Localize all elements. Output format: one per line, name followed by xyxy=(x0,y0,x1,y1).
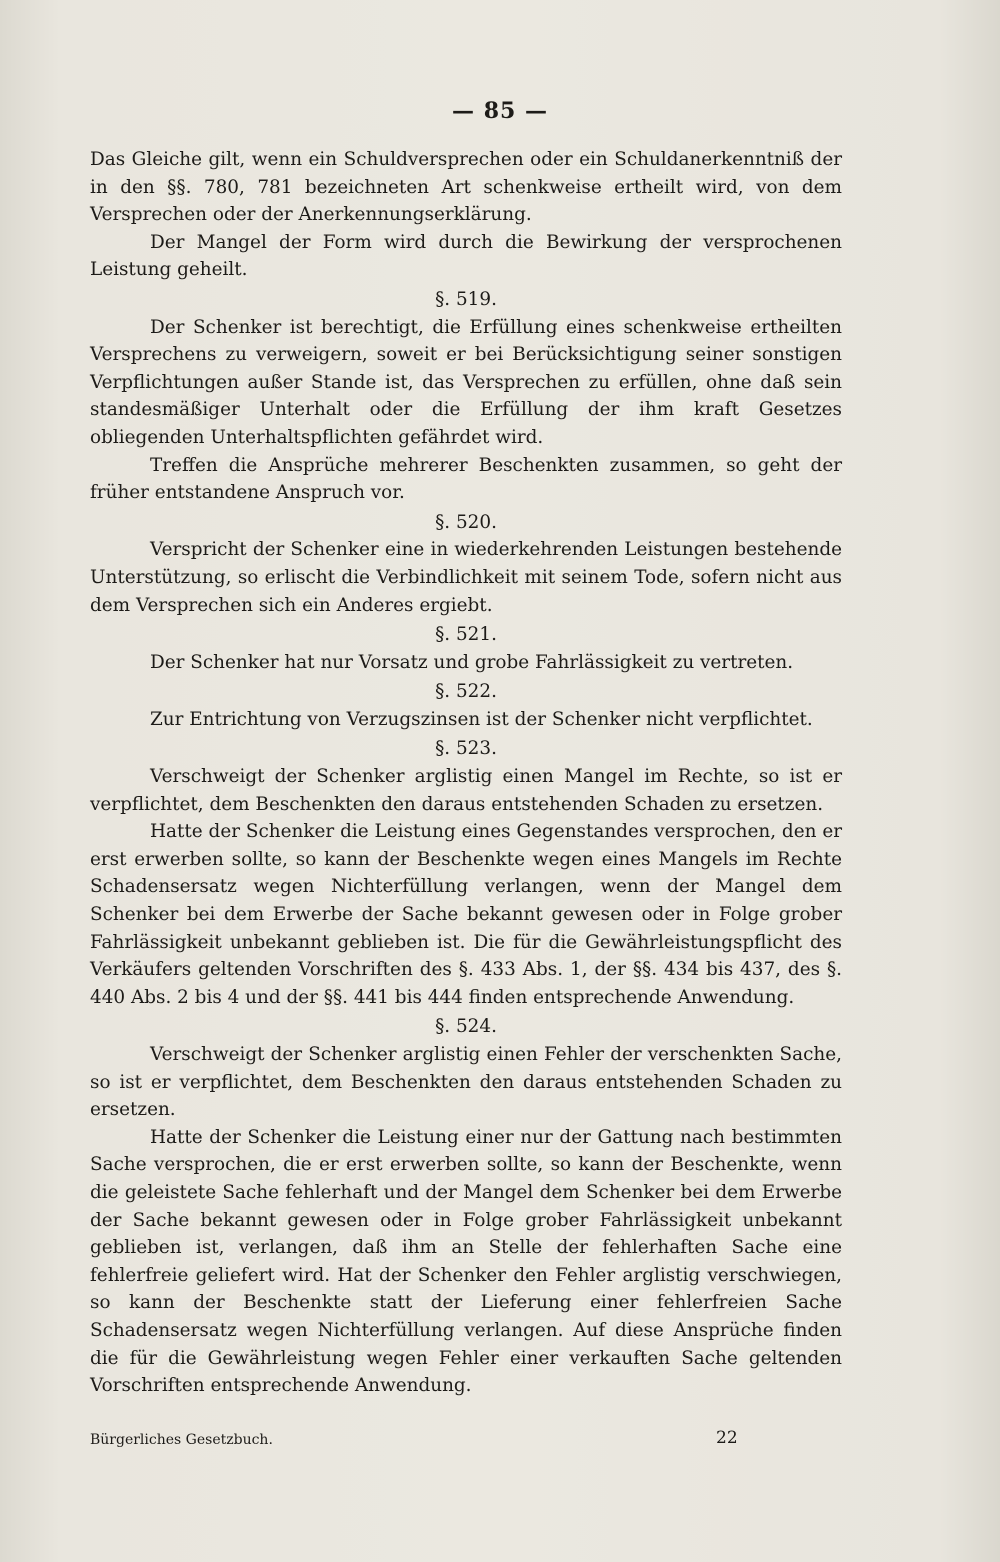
section-heading: §. 523. xyxy=(435,738,497,760)
body-paragraph: Hatte der Schenker die Leistung eines Gegenstandes versprochen, den er erst erwerben sollte, so kann der Beschenkte wegen eines Mangels im Rechte Schadensersatz wegen Nichterfüllung verlangen, wenn der Mangel dem Schenker bei dem Erwerbe der Sache bekannt gewesen oder in Folge grober Fahrlässigkeit unbekannt geblieben ist. Die für die Gewährleistungspflicht des Verkäufers geltenden Vorschriften des §. 433 Abs. 1, der §§. 434 bis 437, des §. 440 Abs. 2 bis 4 und der §§. 441 bis 444 finden entsprechende Anwendung. xyxy=(90,821,842,1008)
page-number: — 85 — xyxy=(452,98,548,124)
section-heading: §. 521. xyxy=(435,624,497,646)
body-paragraph: Verspricht der Schenker eine in wiederkehrenden Leistungen bestehende Unterstützung, so erlischt die Verbindlichkeit mit seinem Tode, sofern nicht aus dem Versprechen sich ein Anderes ergiebt. xyxy=(90,539,842,616)
section-heading: §. 520. xyxy=(435,511,497,533)
body-paragraph: Verschweigt der Schenker arglistig einen Mangel im Rechte, so ist er verpflichtet, dem Beschenkten den daraus entstehenden Schaden zu ersetzen. xyxy=(90,766,842,815)
section-heading: §. 524. xyxy=(435,1016,497,1038)
body-paragraph: Verschweigt der Schenker arglistig einen Fehler der verschenkten Sache, so ist er verpflichtet, dem Beschenkten den daraus entstehenden Schaden zu ersetzen. xyxy=(90,1044,842,1121)
footer-signature-mark: 22 xyxy=(716,1428,738,1448)
body-paragraph: Treffen die Ansprüche mehrerer Beschenkten zusammen, so geht der früher entstandene Anspruch vor. xyxy=(90,454,842,504)
body-paragraph: Das Gleiche gilt, wenn ein Schuldversprechen oder ein Schuldanerkenntniß der in den §§. 780, 781 bezeichneten Art schenkweise ertheilt wird, von dem Versprechen oder der Anerkennungserklärung. xyxy=(90,149,842,226)
body-paragraph: Der Schenker hat nur Vorsatz und grobe Fahrlässigkeit zu vertreten. xyxy=(150,651,794,673)
page-body xyxy=(90,146,842,1400)
section-heading: §. 519. xyxy=(435,288,497,310)
body-paragraph: Der Schenker ist berechtigt, die Erfüllung eines schenkweise ertheilten Versprechens zu verweigern, soweit er bei Berücksichtigung seiner sonstigen Verpflichtungen außer Stande ist, das Versprechen zu erfüllen, ohne daß sein standesmäßiger Unterhalt oder die Erfüllung der ihm kraft Gesetzes obliegenden Unterhaltspflichten gefährdet wird. xyxy=(90,316,842,448)
body-paragraph: Zur Entrichtung von Verzugszinsen ist der Schenker nicht verpflichtet. xyxy=(150,708,813,730)
footer-book-title: Bürgerliches Gesetzbuch. xyxy=(90,1432,273,1448)
body-paragraph: Hatte der Schenker die Leistung einer nur der Gattung nach bestimmten Sache versprochen, die er erst erwerben sollte, so kann der Beschenkte, wenn die geleistete Sache fehlerhaft und der Mangel dem Schenker bei dem Erwerbe der Sache bekannt gewesen oder in Folge grober Fahrlässigkeit unbekannt geblieben ist, verlangen, daß ihm an Stelle der fehlerhaften Sache eine fehlerfreie geliefert wird. Hat der Schenker den Fehler arglistig verschwiegen, so kann der Beschenkte statt der Lieferung einer fehlerfreien Sache Schadensersatz wegen Nichterfüllung verlangen. Auf diese Ansprüche finden die für die Gewährleistung wegen Fehler einer verkauften Sache geltenden Vorschriften entsprechende Anwendung. xyxy=(90,1126,842,1397)
body-paragraph: Der Mangel der Form wird durch die Bewirkung der versprochenen Leistung geheilt. xyxy=(90,231,842,281)
section-heading: §. 522. xyxy=(435,681,497,703)
